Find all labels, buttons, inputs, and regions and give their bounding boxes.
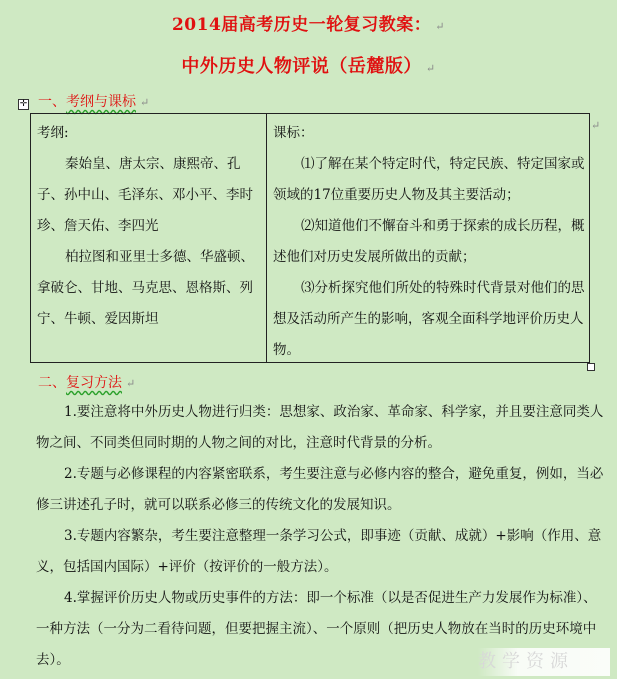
title-line-1: 2014届高考历史一轮复习教案： xyxy=(171,15,432,35)
outline-foreign-figures: 柏拉图和亚里士多德、华盛顿、拿破仑、甘地、马克思、恩格斯、列宁、牛顿、爱因斯坦 xyxy=(37,249,254,327)
section-2-heading xyxy=(38,372,135,392)
outline-chinese-figures: 秦始皇、唐太宗、康熙帝、孔子、孙中山、毛泽东、邓小平、李时珍、詹天佑、李四光 xyxy=(37,156,253,234)
document-title xyxy=(0,10,617,35)
section-1-title: 考纲与课标 xyxy=(66,94,136,110)
method-item-2: 2.专题与必修课程的内容紧密联系，考生要注意与必修内容的整合，避免重复，例如，当必修三讲述孔子时，就可以联系必修三的传统文化的发展知识。 xyxy=(36,466,604,513)
table-column-divider[interactable] xyxy=(266,114,267,362)
section-1-heading xyxy=(38,91,149,111)
paragraph-mark: ↵ xyxy=(140,96,150,109)
outline-label: 考纲: xyxy=(37,125,69,141)
watermark-logo: 教学资源 xyxy=(478,648,610,676)
standard-item-2: ⑵知道他们不懈奋斗和勇于探索的成长历程，概述他们对历史发展所做出的贡献； xyxy=(273,218,585,265)
document-subtitle xyxy=(0,52,617,78)
title-line-2: 中外历史人物评说（岳麓版） xyxy=(181,56,422,77)
table-cell-standards[interactable] xyxy=(273,118,585,366)
method-item-4: 4.掌握评价历史人物或历史事件的方法：即一个标准（以是否促进生产力发展作为标准）、一种方法（一分为二看待问题，但要把握主流）、一个原则（把历史人物放在当时的历史环境中去）。 xyxy=(36,590,597,668)
paragraph-mark: ↵ xyxy=(425,62,436,75)
table-move-handle-icon[interactable]: ✛ xyxy=(19,99,28,109)
paragraph-mark: ↵ xyxy=(126,377,136,390)
section-1-number: 一、 xyxy=(38,94,66,110)
section-2-title: 复习方法 xyxy=(66,375,122,391)
method-item-1: 1.要注意将中外历史人物进行归类：思想家、政治家、革命家、科学家，并且要注意同类人物之间、不同类但同时期的人物之间的对比，注意时代背景的分析。 xyxy=(36,404,604,451)
method-item-3: 3.专题内容繁杂，考生要注意整理一条学习公式，即事迹（贡献、成就）+影响（作用、意义，包括国内国际）+评价（按评价的一般方法）。 xyxy=(36,528,602,575)
table-resize-handle[interactable] xyxy=(587,363,595,371)
standard-item-3: ⑶分析探究他们所处的特殊时代背景对他们的思想及活动所产生的影响，客观全面科学地评价历史人物。 xyxy=(273,280,585,358)
section-2-number: 二、 xyxy=(38,375,66,391)
table-cell-outline[interactable] xyxy=(37,118,263,335)
paragraph-mark: ↵ xyxy=(435,20,446,33)
review-methods-list xyxy=(36,397,610,676)
outline-standards-table xyxy=(30,113,590,363)
standards-label: 课标： xyxy=(273,125,314,141)
standard-item-1: ⑴了解在某个特定时代，特定民族、特定国家或领域的17位重要历史人物及其主要活动； xyxy=(273,156,585,203)
table-row-end-mark: ↵ xyxy=(591,119,601,132)
